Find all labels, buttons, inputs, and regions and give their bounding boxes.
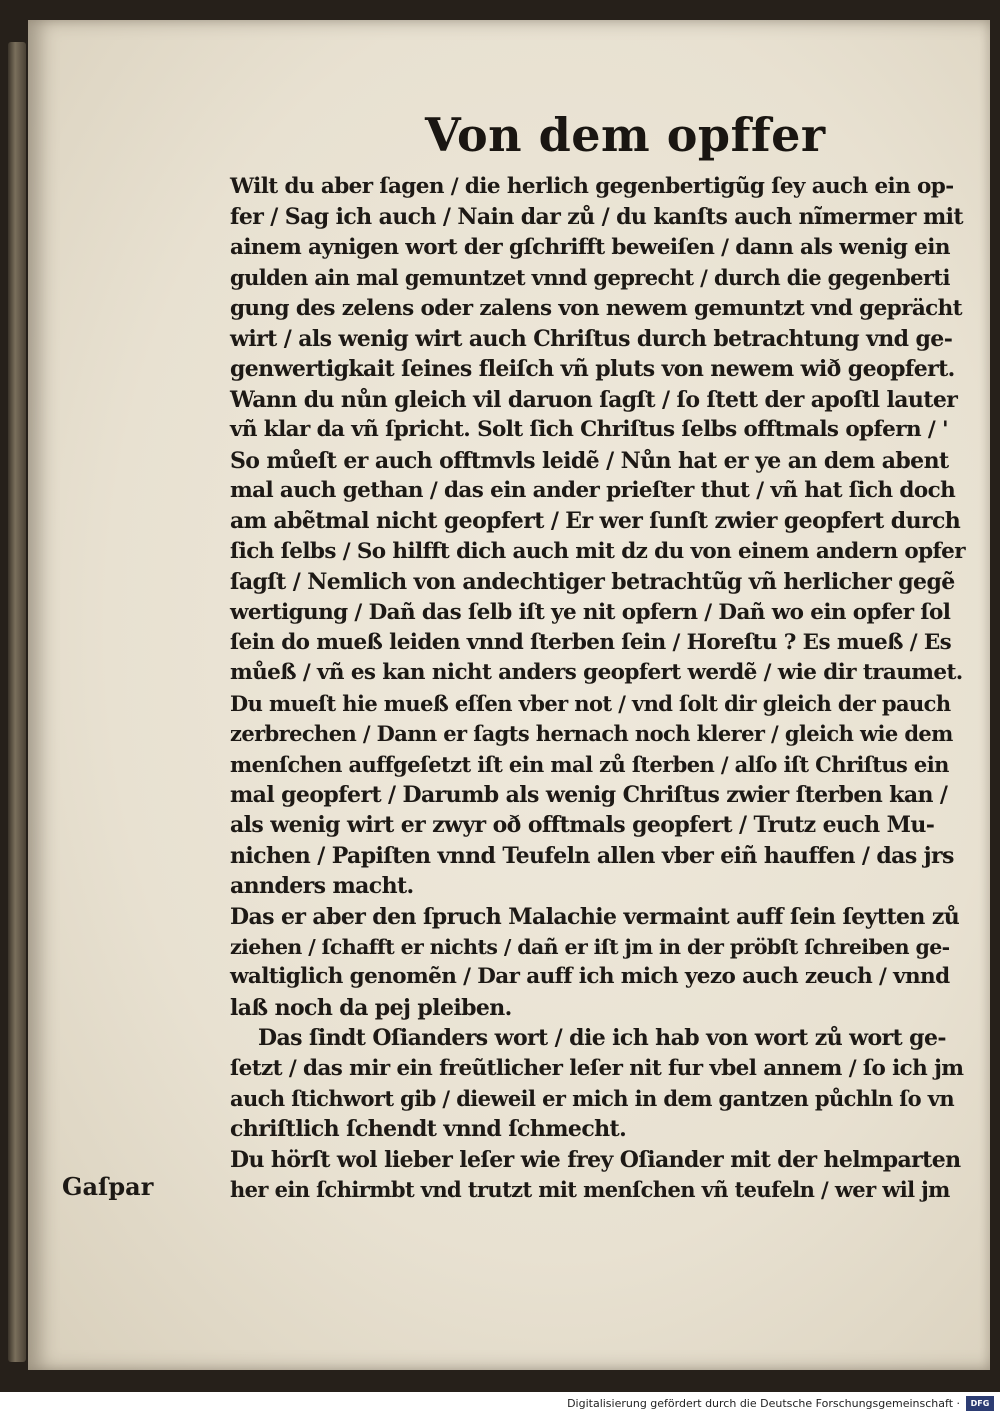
page-heading: Von dem opffer	[425, 108, 826, 162]
text-line: menſchen auffgeſetzt iſt ein mal zů ſterben / alſo iſt Chriſtus ein	[230, 751, 949, 777]
text-line: ainem aynigen wort der gſchrifft beweiſen / dann als wenig ein	[230, 234, 950, 260]
text-line: ſagſt / Nemlich von andechtiger betrachtũg vñ herlicher gegẽ	[230, 569, 955, 596]
text-line: wertigung / Dañ das ſelb iſt ye nit opfern / Dañ wo ein opfer ſol	[230, 599, 951, 625]
text-line: můeß / vñ es kan nicht anders geopfert werdẽ / wie dir traumet.	[230, 660, 963, 686]
text-line: ſich ſelbs / So hilfft dich auch mit dz du von einem andern opfer	[230, 538, 965, 564]
text-line: als wenig wirt er zwyr oð offtmals geopfert / Trutz euch Mu-	[230, 812, 935, 839]
text-line: mal geopfert / Darumb als wenig Chriſtus zwier ſterben kan /	[230, 782, 948, 808]
marginal-note: Gaſpar	[62, 1172, 154, 1201]
text-line: chriſtlich ſchendt vnnd ſchmecht.	[230, 1116, 627, 1143]
text-line: zerbrechen / Dann er ſagts hernach noch klerer / gleich wie dem	[230, 721, 953, 747]
text-line: Du mueſt hie mueß eſſen vber not / vnd ſolt dir gleich der pauch	[230, 690, 951, 716]
text-line: gung des zelens oder zalens von newem gemuntzt vnd geprächt	[230, 295, 963, 321]
footer-bar	[0, 1392, 1000, 1417]
text-line: wirt / als wenig wirt auch Chriſtus durch betrachtung vnd ge-	[230, 326, 953, 352]
funding-credit: Digitalisierung gefördert durch die Deutsche Forschungsgemeinschaft ·	[567, 1397, 960, 1410]
text-line: mal auch gethan / das ein ander prieſter thut / vñ hat ſich doch	[230, 478, 956, 503]
text-line: nichen / Papiſten vnnd Teufeln allen vber eiñ hauffen / das jrs	[230, 842, 954, 869]
book-edge	[8, 42, 26, 1362]
text-line: laß noch da pej pleiben.	[230, 994, 512, 1021]
text-line: annders macht.	[230, 873, 414, 900]
text-line: waltiglich genomẽn / Dar auff ich mich yezo auch zeuch / vnnd	[230, 964, 950, 990]
text-line: Wann du nůn gleich vil daruon ſagſt / ſo ſtett der apoſtl lauter	[230, 386, 958, 413]
text-line: Das er aber den ſpruch Malachie vermaint auff ſein ſeytten zů	[230, 903, 960, 930]
text-line: fer / Sag ich auch / Nain dar zů / du kanſts auch nĩmermer mit	[230, 204, 963, 231]
text-line: her ein ſchirmbt vnd trutzt mit menſchen vñ teufeln / wer wil jm	[230, 1177, 950, 1203]
text-line: Das ſindt Oſianders wort / die ich hab von wort zů wort ge-	[258, 1025, 946, 1052]
text-line: am abẽtmal nicht geopfert / Er wer ſunſt zwier geopfert durch	[230, 508, 961, 535]
text-line: Wilt du aber ſagen / die herlich gegenbertigũg ſey auch ein op-	[230, 174, 954, 199]
text-line: Du hörſt wol lieber leſer wie frey Oſiander mit der helmparten	[230, 1146, 961, 1173]
text-line: So můeſt er auch offtmvls leidẽ / Nůn hat er ye an dem abent	[230, 447, 949, 474]
text-line: genwertigkait ſeines fleiſch vñ pluts von newem wið geopfert.	[230, 356, 955, 383]
text-line: ziehen / ſchafft er nichts / dañ er iſt jm in der pröbſt ſchreiben ge-	[230, 935, 950, 959]
text-line: vñ klar da vñ ſpricht. Solt ſich Chriſtus ſelbs offtmals opfern / '	[230, 417, 948, 443]
text-line: ſein do mueß leiden vnnd ſterben ſein / Horeſtu ? Es mueß / Es	[230, 630, 952, 655]
text-line: gulden ain mal gemuntzet vnnd geprecht / durch die gegenberti	[230, 265, 950, 291]
text-line: ſetzt / das mir ein freũtlicher leſer nit fur vbel annem / ſo ich jm	[230, 1055, 964, 1081]
dfg-logo-icon: DFG	[966, 1396, 994, 1411]
text-line: auch ſtichwort gib / dieweil er mich in dem gantzen půchln ſo vn	[230, 1086, 955, 1111]
